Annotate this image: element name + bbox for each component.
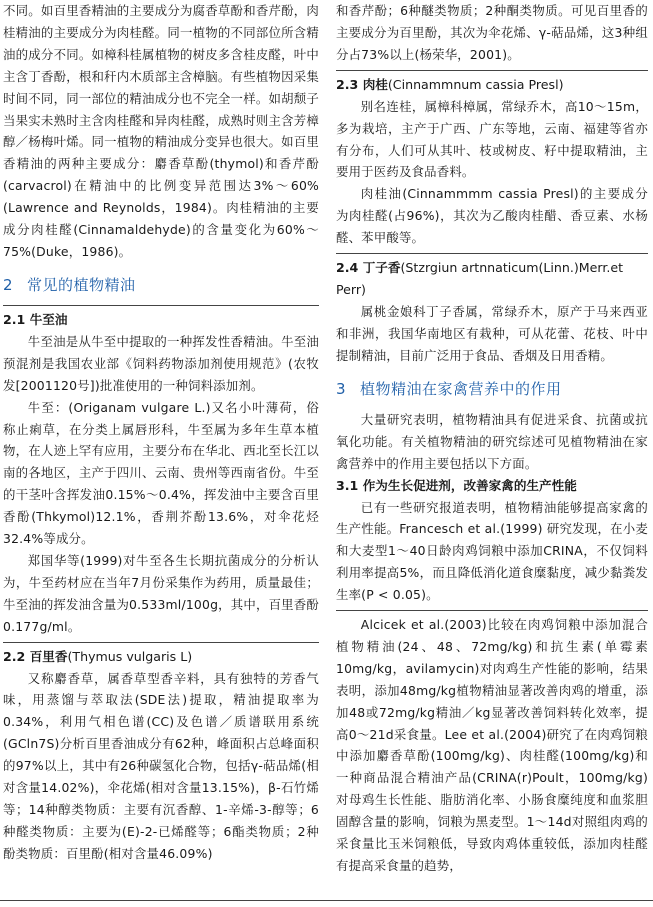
page-bottom-rule — [0, 900, 653, 901]
paragraph: 别名连桂，属樟科樟属，常绿乔木，高10～15m，多为栽培，主产于广西、广东等地，云南、福建等省亦有分布，人们可从其叶、枝或树皮、籽中提取精油，主要用于医药及食品香料。 — [336, 98, 648, 180]
paragraph: 肉桂油(Cinnammmm cassia Presl)的主要成分为肉桂醛(占96%)，其次为乙酸肉桂醋、香豆素、水杨醛、苯甲酸等。 — [336, 186, 648, 246]
section-title: 常见的植物精油 — [27, 275, 136, 294]
paragraph: 属桃金娘科丁子香属，常绿乔木，原产于马来西亚和非洲，我国华南地区有栽种，可从花蕾、花枝、叶中提制精油，目前广泛用于食品、香烟及日用香精。 — [336, 304, 648, 363]
subsection-latin-name: (Stzrgiun artnnaticum(Linn.)Merr.et Perr) — [336, 260, 624, 298]
section-number: 3 — [336, 379, 347, 398]
paragraph: 大量研究表明，植物精油具有促进采食、抗菌或抗氧化功能。有关植物精油的研究综述可见植物精油在家禽营养中的作用主要包括以下方面。 — [336, 411, 648, 471]
divider — [336, 610, 648, 611]
divider — [336, 253, 648, 254]
left-column — [3, 0, 319, 865]
subsection-name: 2.4 丁子香 — [336, 260, 401, 276]
section-title: 植物精油在家禽营养中的作用 — [360, 379, 562, 398]
subsection-latin-name: (Cinnammnum cassia Presl) — [387, 76, 564, 92]
subsection-name: 2.3 肉桂 — [336, 76, 388, 92]
divider — [3, 305, 319, 306]
paragraph: 牛至：(Origanam vulgare L.)又名小叶薄荷，俗称止痢草，在分类上属唇形科，牛至属为多年生草本植物，在人迹上罕有应用，主要分布在华北、西北至长江以南的各地区，主产于四川、云南、贵州等西南省份。牛至的干茎叶含挥发油0.15%～0.4%，挥发油中主要含百里香酚(Thkymol)12.1%，香荆芥酚13.6%，对伞花烃32.4%等成分。 — [3, 399, 319, 547]
subsection-latin-name: (Thymus vulgaris L) — [67, 648, 193, 664]
subsection-2-4-heading — [336, 257, 648, 301]
paragraph: 和香芹酚；6种醚类物质；2种酮类物质。可见百里香的主要成分为百里酚，其次为伞花烯、γ-萜品烯，这3种组分占73%以上(杨荣华，2001)。 — [336, 3, 648, 62]
paragraph: 郑国华等(1999)对牛至各生长期抗菌成分的分析认为，牛至药材应在当年7月份采集作为药用，质量最佳；牛至油的挥发油含量为0.533ml/100g，其中，百里香酚0.177g/ml。 — [3, 552, 319, 634]
section-3-heading — [336, 377, 648, 401]
paragraph: Alcicek et al.(2003)比较在肉鸡饲粮中添加混合植物精油(24、48、72mg/kg)和抗生素(单霉素10mg/kg，avilamycin)对肉鸡生产性能的影响，结果表明，添加48mg/kg植物精油显著改善肉鸡的增重，添加48或72mg/kg精油／kg显著改善饲料转化效率，提高0～21d采食量。Lee et al.(2004)研究了在肉鸡饲粮中添加麝香草酚(100mg/kg)、肉桂醛(100mg/kg)和一种商品混合精油产品(CRINA(r)Poult，100mg/kg)对母鸡生长性能、脂肪消化率、小肠食糜纯度和血浆胆固醇含量的影响，饲粮为黑麦型。1～14d对照组肉鸡的采食量比玉米饲粮低，导致肉鸡体重较低，添加肉桂醛有提高采食量的趋势， — [336, 617, 648, 873]
subsection-2-3-heading — [336, 74, 648, 96]
paragraph: 牛至油是从牛至中提取的一种挥发性香精油。牛至油预混剂是我国农业部《饲料药物添加剂使用规范》(农牧发[2001120号])批准使用的一种饲料添加剂。 — [3, 333, 319, 393]
right-column — [336, 0, 648, 877]
divider — [3, 642, 319, 643]
divider — [336, 70, 648, 71]
paragraph: 又称麝香草，属香草型香辛料，具有独特的芳香气味，用蒸馏与萃取法(SDE法)提取，精油提取率为0.34%，利用气相色谱(CC)及色谱／质谱联用系统(GCln7S)分析百里香油成分有62种，峰面积占总峰面积的97%以上，其中有26种碳氢化合物，包括γ-萜品烯(相对含量14.02%)，伞花烯(相对含量13.15%)，β-石竹烯等；14种醇类物质：主要有沉香醇、1-辛烯-3-醇等；6种醛类物质：主要为(E)-2-已烯醛等；6酯类物质；2种酚类物质：百里酚(相对含量46.09%) — [3, 670, 319, 861]
section-2-heading — [3, 273, 319, 297]
intro-paragraph: 不同。如百里香精油的主要成分为腐香草酚和香芹酚，肉桂精油的主要成分为肉桂醛。同一植物的不同部位所含精油的成分不同。如樟科桂属植物的树皮多含桂皮醛，叶中主含丁香酚，根和秆内木质部主含樟脑。有些植物因采集时间不同，同一部位的精油成分也不完全一样。如胡颓子当果实未熟时主含肉桂醛和异肉桂醛，成熟时则主含芳樟醇／杨梅叶烯。同一植物的精油成分变异也很大。如百里香精油的两种主要成分：麝香草酚(thymol)和香芹酚(carvacrol)在精油中的比例变异范围达3%～60%(Lawrence and Reynolds，1984)。肉桂精油的主要成分肉桂醛(Cinnamaldehyde)的含量变化为60%～75%(Duke，1986)。 — [3, 3, 319, 259]
paragraph: 已有一些研究报道表明，植物精油能够提高家禽的生产性能。Francesch et al.(1999) 研究发现，在小麦和大麦型1～40日龄肉鸡饲粮中添加CRINA，不仅饲料利用率提高5%，而且降低消化道食糜黏度，减少黏粪发生率(P < 0.05)。 — [336, 499, 648, 603]
subsection-2-1-heading: 2.1 牛至油 — [3, 311, 68, 327]
subsection-3-1-heading: 3.1 作为生长促进剂，改善家禽的生产性能 — [336, 477, 577, 493]
subsection-2-2-heading — [3, 646, 319, 668]
subsection-name: 2.2 百里香 — [3, 648, 68, 664]
section-number: 2 — [3, 275, 14, 294]
